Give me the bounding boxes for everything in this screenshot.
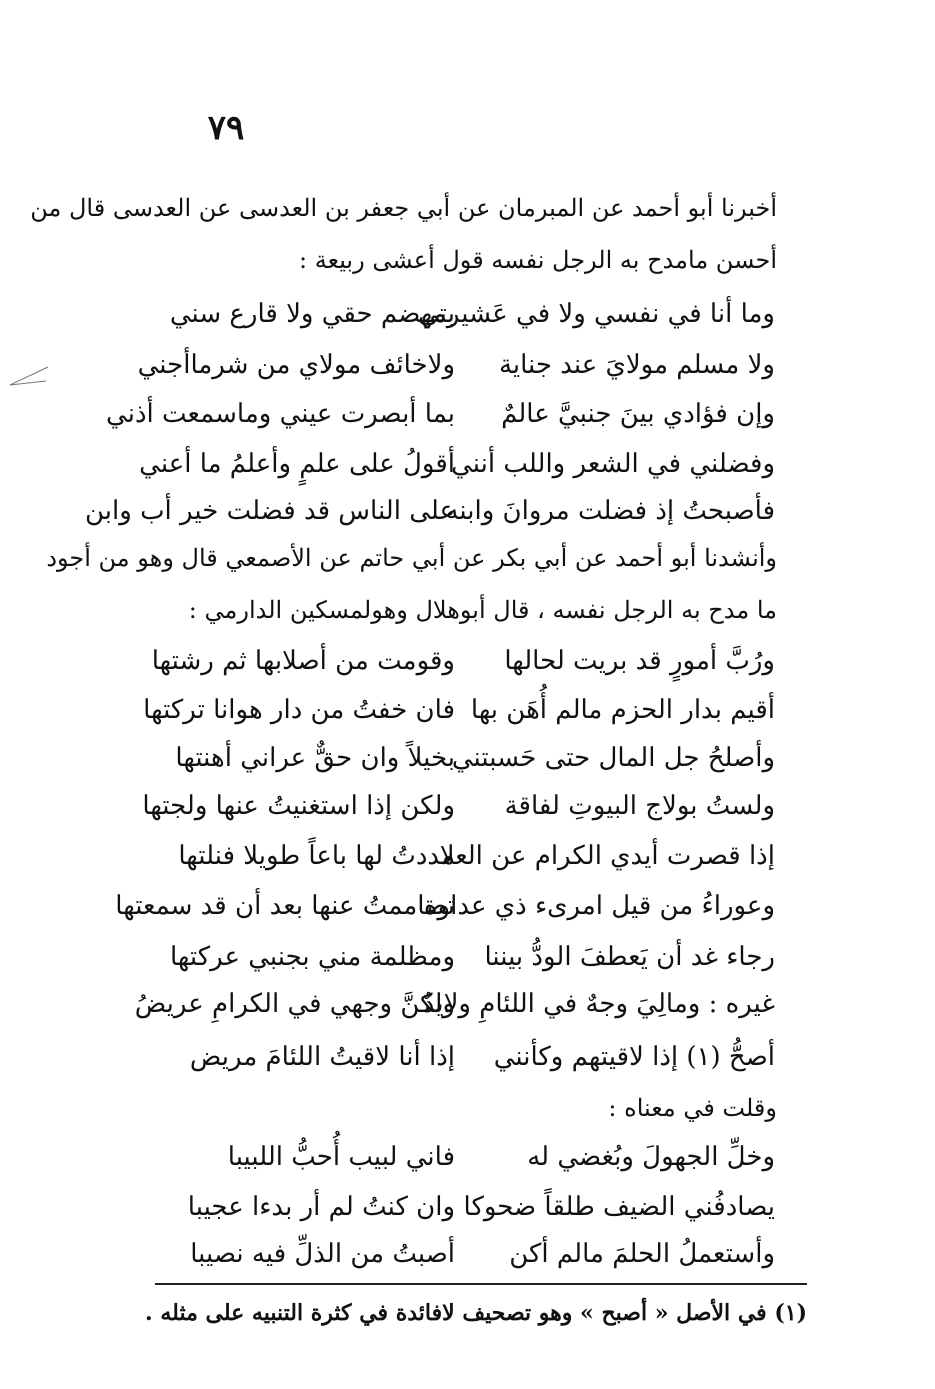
intro-line: أحسن مامدح به الرجل نفسه قول أعشى ربيعة : <box>299 246 777 274</box>
verse-second-hemistich: أصبتُ من الذلِّ فيه نصيبا <box>190 1239 455 1269</box>
footnote: (١) في الأصل « أصبح » وهو تصحيف لافائدة في كثرة التنبيه على مثله . <box>145 1300 807 1326</box>
verse-first-hemistich: وإن فؤادي بينَ جنبيَّ عالمٌ <box>501 399 775 429</box>
verse-second-hemistich: فاني لبيب أُحبُّ اللبيبا <box>227 1142 455 1172</box>
verse-first-hemistich: وخلِّ الجهولَ وبُغضي له <box>527 1142 775 1172</box>
page-number: ٧٩ <box>207 108 245 148</box>
verse-second-hemistich: فان خفتُ من دار هوانا تركتها <box>143 695 455 725</box>
verse-second-hemistich: تصاممتُ عنها بعد أن قد سمعتها <box>115 891 455 921</box>
intro-line: وأنشدنا أبو أحمد عن أبي بكر عن أبي حاتم عن الأصمعي قال وهو من أجود <box>46 544 777 572</box>
verse-line <box>0 933 935 981</box>
verse-second-hemistich: ولكن إذا استغنيتُ عنها ولجتها <box>142 791 455 821</box>
verse-first-hemistich: إذا قصرت أيدي الكرام عن العلا <box>439 841 775 871</box>
verse-line <box>0 832 935 880</box>
verse-line <box>0 487 935 535</box>
verse-first-hemistich: فأصبحتُ إذ فضلت مروانَ وابنه <box>445 496 775 526</box>
verse-line <box>0 734 935 782</box>
footnote-divider <box>155 1283 807 1285</box>
verse-first-hemistich: وعوراءُ من قيل امرىء ذي عداوة <box>423 891 775 921</box>
verse-first-hemistich: وما أنا في نفسي ولا في عَشيرتي <box>417 299 775 329</box>
verse-second-hemistich: ومظلمة مني بجنبي عركتها <box>170 942 455 972</box>
verse-second-hemistich: على الناس قد فضلت خير أب وابن <box>85 496 455 526</box>
verse-second-hemistich: ولاخائف مولاي من شرماأجني <box>137 350 455 380</box>
verse-first-hemistich: وفضلني في الشعر واللب أنني <box>451 449 775 479</box>
verse-first-hemistich: وأستعملُ الحلمَ مالم أكن <box>509 1239 775 1269</box>
verse-line <box>0 440 935 488</box>
verse-second-hemistich: وقومت من أصلابها ثم رشتها <box>151 646 455 676</box>
intro-line: أخبرنا أبو أحمد عن المبرمان عن أبي جعفر بن العدسى عن العدسى قال من <box>30 194 777 222</box>
intro-line: ما مدح به الرجل نفسه ، قال أبوهلال وهولمسكين الدارمي : <box>188 596 777 624</box>
verse-line <box>0 390 935 438</box>
intro-line: وقلت في معناه : <box>608 1094 777 1122</box>
verse-line <box>0 782 935 830</box>
pencil-mark-icon <box>8 355 68 415</box>
verse-second-hemistich: بخيلاً وان حقٌّ عراني أهنتها <box>175 743 455 773</box>
verse-second-hemistich: إذا أنا لاقيتُ اللئامَ مريض <box>189 1042 455 1072</box>
verse-line <box>0 1133 935 1181</box>
verse-line <box>0 1033 935 1081</box>
verse-second-hemistich: ولكنَّ وجهي في الكرامِ عريضُ <box>134 989 455 1019</box>
verse-first-hemistich: يصادفُني الضيف طلقاً ضحوكا <box>463 1192 775 1222</box>
verse-second-hemistich: وان كنتُ لم أر بدءا عجيبا <box>187 1192 455 1222</box>
verse-first-hemistich: ولستُ بولاج البيوتِ لفاقة <box>504 791 775 821</box>
verse-line <box>0 686 935 734</box>
verse-line <box>0 290 935 338</box>
verse-first-hemistich: ورُبَّ أمورٍ قد بريت لحالها <box>504 646 775 676</box>
verse-second-hemistich: مددتُ لها باعاً طويلا فنلتها <box>178 841 455 871</box>
verse-first-hemistich: ولا مسلم مولايَ عند جناية <box>498 350 775 380</box>
verse-line <box>0 341 935 389</box>
verse-line <box>0 1230 935 1278</box>
verse-first-hemistich: ومالِيَ وجهٌ في اللئامِ ولايدٌ <box>422 989 701 1019</box>
verse-line <box>0 980 935 1028</box>
verse-line <box>0 637 935 685</box>
verse-second-hemistich: أقولُ على علمٍ وأعلمُ ما أعني <box>139 449 455 479</box>
verse-first-hemistich: وأصلحُ جل المال حتى حَسبتني <box>451 743 775 773</box>
verse-prefix: غيره : <box>708 989 775 1019</box>
verse-second-hemistich: بمهضم حقي ولا قارع سني <box>169 299 455 329</box>
verse-first-hemistich: أصحُّ (١) إذا لاقيتهم وكأنني <box>493 1042 775 1072</box>
verse-line <box>0 1183 935 1231</box>
verse-line <box>0 882 935 930</box>
verse-second-hemistich: بما أبصرت عيني وماسمعت أذني <box>106 399 455 429</box>
verse-first-hemistich: أقيم بدار الحزم مالم أُهَن بها <box>470 695 775 725</box>
verse-first-hemistich: رجاء غد أن يَعطفَ الودُّ بيننا <box>484 942 775 972</box>
